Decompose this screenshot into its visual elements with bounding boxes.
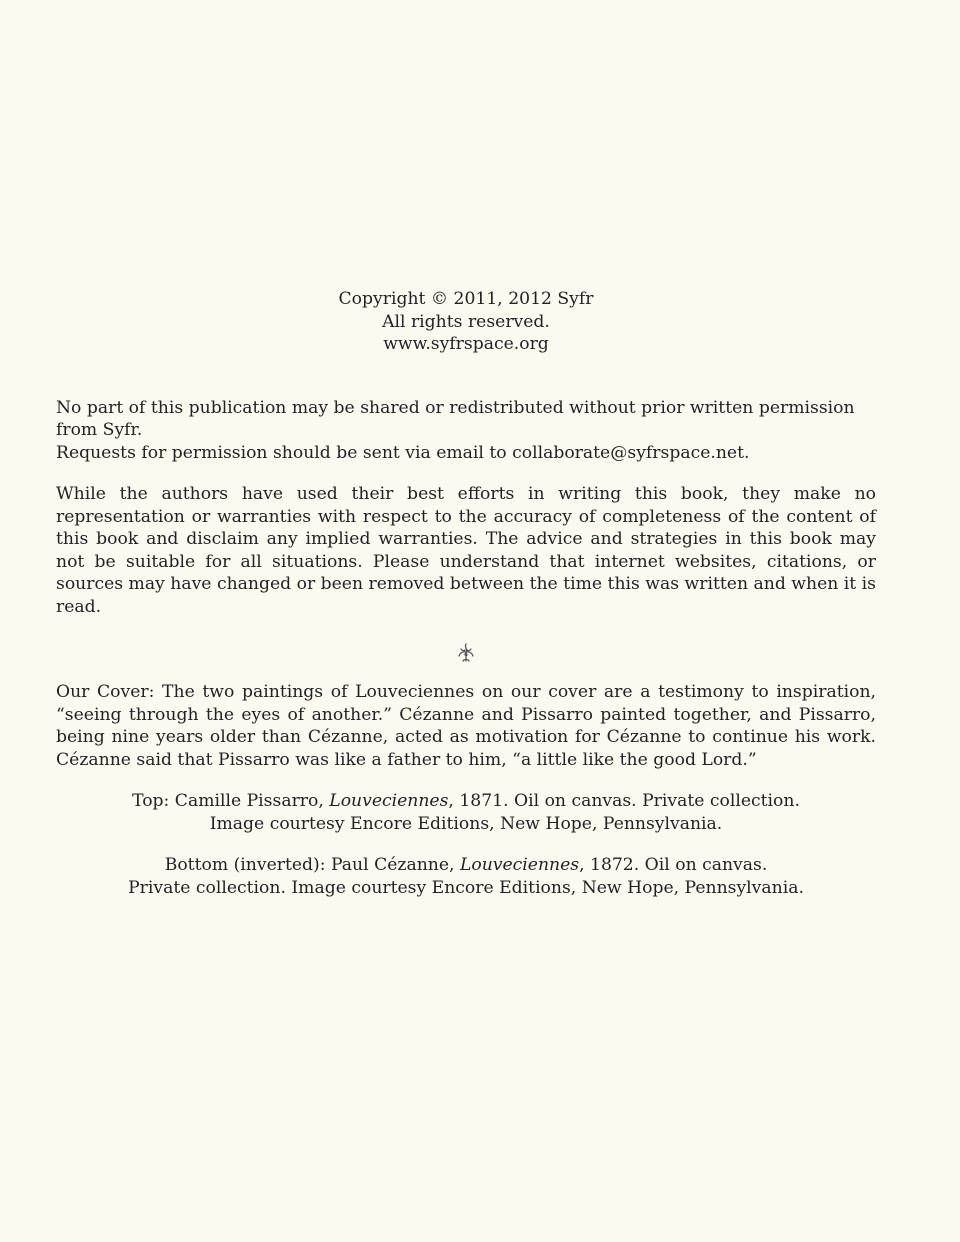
ornament-divider (56, 637, 876, 681)
copyright-page (56, 288, 876, 899)
caption-bottom-suffix: , 1872. Oil on canvas. (579, 855, 768, 875)
caption-top-line-1 (56, 790, 876, 813)
caption-top (56, 790, 876, 835)
copyright-notice (56, 288, 876, 356)
caption-bottom-line-1 (56, 854, 876, 877)
caption-bottom-line-2: Private collection. Image courtesy Encore Editions, New Hope, Pennsylvania. (128, 877, 804, 898)
caption-top-prefix: Top: Camille Pissarro, (132, 791, 330, 811)
caption-top-line-2: Image courtesy Encore Editions, New Hope, Pennsylvania. (209, 813, 723, 834)
fleuron-icon (454, 642, 478, 662)
caption-bottom-title: Louveciennes (459, 855, 580, 875)
caption-bottom (56, 854, 876, 899)
permission-line-2: Requests for permission should be sent via email to collaborate@syfrspace.net. (56, 442, 750, 463)
disclaimer-paragraph: While the authors have used their best efforts in writing this book, they make no representation or warranties with respect to the accuracy of completeness of the content of this book and disclaim any implied warranties. The advice and strategies in this book may not be suitable for all situations. Please understand that internet websites, citations, or sources may have changed or been removed between the time this was written and when it is read. (56, 484, 876, 617)
permission-notice (56, 397, 876, 465)
rights-reserved-line: All rights reserved. (382, 311, 550, 332)
caption-top-title: Louveciennes (329, 791, 449, 811)
permission-line-1: No part of this publication may be shared or redistributed without prior written permission from Syfr. (56, 397, 855, 440)
caption-top-suffix: , 1871. Oil on canvas. Private collection. (448, 791, 800, 811)
copyright-line: Copyright © 2011, 2012 Syfr (338, 289, 594, 309)
website-link[interactable]: www.syfrspace.org (383, 334, 549, 354)
caption-bottom-prefix: Bottom (inverted): Paul Cézanne, (164, 855, 460, 875)
cover-description: Our Cover: The two paintings of Louveciennes on our cover are a testimony to inspiration, “seeing through the eyes of another.” Cézanne and Pissarro painted together, and Pissarro, being nine years older than Cézanne, acted as motivation for Cézanne to continue his work. Cézanne said that Pissarro was like a father to him, “a little like the good Lord.” (56, 682, 876, 770)
